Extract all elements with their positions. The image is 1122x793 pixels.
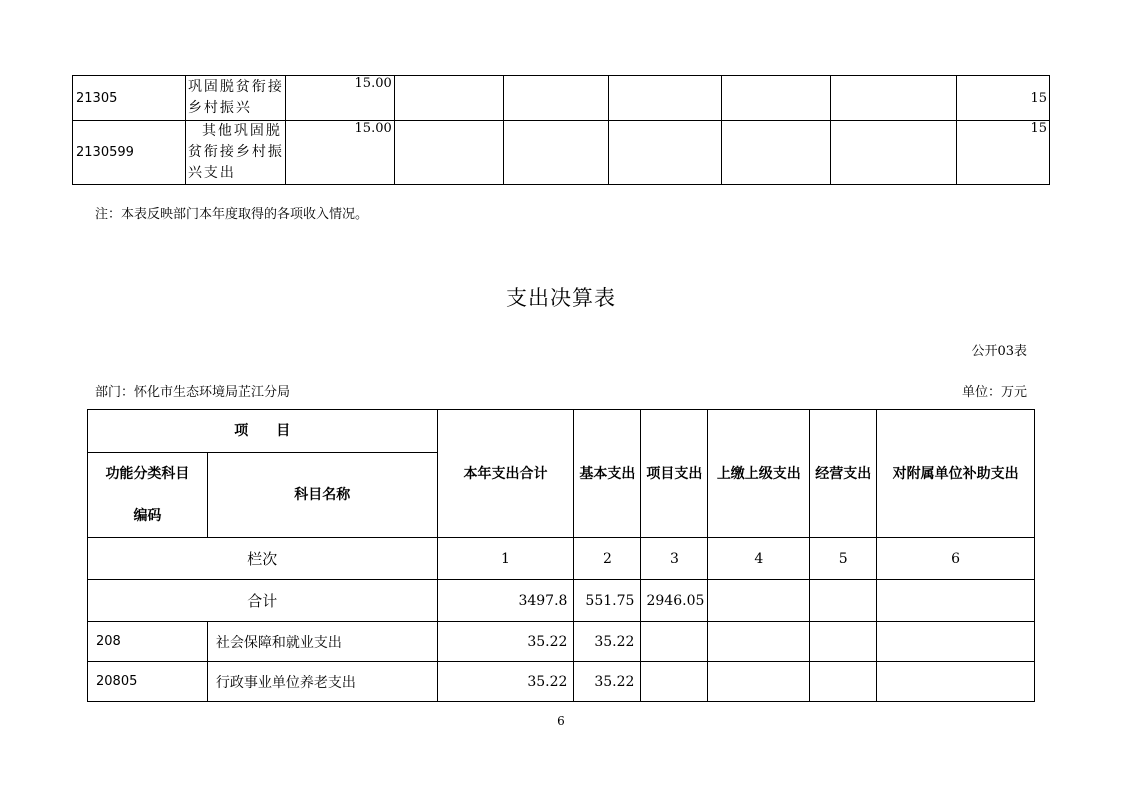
- total-label: 合计: [88, 580, 438, 622]
- row-name: 巩固脱贫衔接乡村振兴: [185, 76, 285, 121]
- row-amount: 15.00: [285, 76, 394, 121]
- header-func-code: 功能分类科目编码: [88, 453, 208, 538]
- table-row: [73, 121, 1050, 185]
- header-business: 经营支出: [810, 410, 877, 538]
- row-name: 行政事业单位养老支出: [207, 662, 437, 702]
- index-cell: 3: [641, 538, 708, 580]
- total-amount: 3497.8: [437, 580, 574, 622]
- form-number: 公开03表: [971, 344, 1027, 359]
- row-last-amount: 15: [957, 121, 1050, 185]
- index-cell: 4: [708, 538, 810, 580]
- row-amount: 15.00: [285, 121, 394, 185]
- row-code: 208: [88, 622, 208, 662]
- header-upper: 上缴上级支出: [708, 410, 810, 538]
- table-row: [88, 662, 1035, 702]
- index-cell: 5: [810, 538, 877, 580]
- header-subsidy: 对附属单位补助支出: [877, 410, 1035, 538]
- income-table-continuation: [72, 75, 1050, 185]
- index-cell: 1: [437, 538, 574, 580]
- index-row: [88, 538, 1035, 580]
- row-basic: 35.22: [574, 622, 641, 662]
- row-total: 35.22: [437, 622, 574, 662]
- total-project: 2946.05: [641, 580, 708, 622]
- row-name: 其他巩固脱贫衔接乡村振兴支出: [185, 121, 285, 185]
- table-row: [73, 76, 1050, 121]
- row-total: 35.22: [437, 662, 574, 702]
- index-label: 栏次: [88, 538, 438, 580]
- header-project-expense: 项目支出: [641, 410, 708, 538]
- row-last-amount: 15: [957, 76, 1050, 121]
- page-number: 6: [557, 714, 565, 728]
- page-title: 支出决算表: [506, 286, 616, 310]
- header-row: [88, 410, 1035, 453]
- header-subject-name: 科目名称: [207, 453, 437, 538]
- expenditure-table: [87, 409, 1035, 702]
- row-code: 20805: [88, 662, 208, 702]
- header-basic: 基本支出: [574, 410, 641, 538]
- department-label: 部门：怀化市生态环境局芷江分局: [95, 385, 291, 400]
- header-total: 本年支出合计: [437, 410, 574, 538]
- row-code: 2130599: [73, 121, 186, 185]
- total-basic: 551.75: [574, 580, 641, 622]
- index-cell: 6: [877, 538, 1035, 580]
- row-code: 21305: [73, 76, 186, 121]
- table-note: 注：本表反映部门本年度取得的各项收入情况。: [95, 207, 369, 222]
- header-project: 项 目: [88, 410, 438, 453]
- total-row: [88, 580, 1035, 622]
- unit-label: 单位：万元: [961, 385, 1027, 400]
- row-name: 社会保障和就业支出: [207, 622, 437, 662]
- index-cell: 2: [574, 538, 641, 580]
- row-basic: 35.22: [574, 662, 641, 702]
- table-row: [88, 622, 1035, 662]
